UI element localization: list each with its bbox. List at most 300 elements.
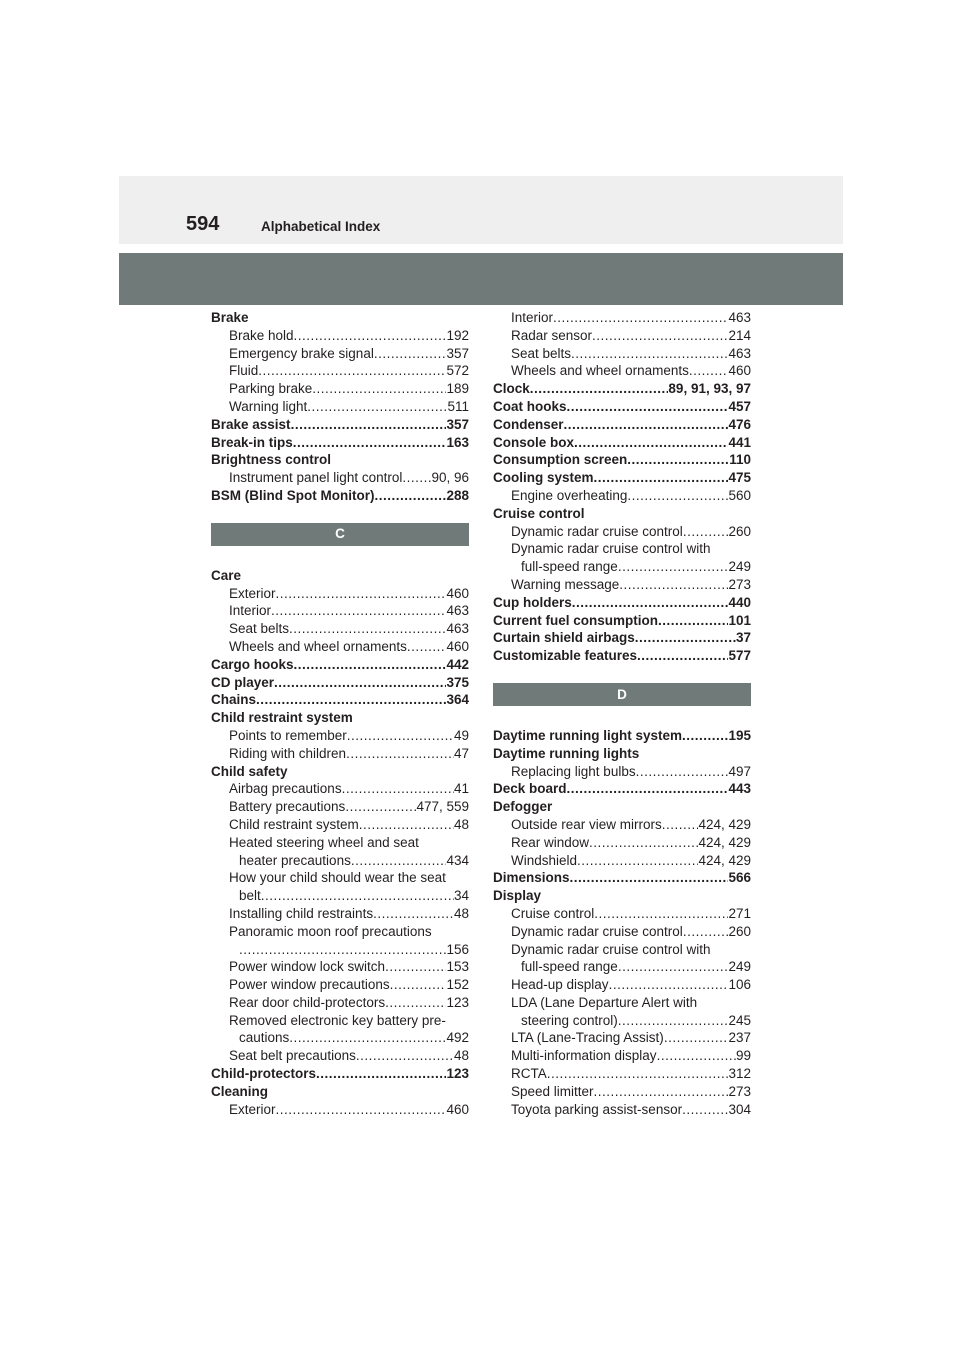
dot-leader [294, 656, 447, 674]
dot-leader [547, 1065, 729, 1083]
index-entry-label: Coat hooks [493, 398, 567, 414]
index-entry-page: 48 [453, 1048, 469, 1064]
index-entry [493, 594, 751, 612]
index-entry-page: 460 [446, 638, 469, 654]
index-entry-page: 577 [728, 648, 751, 664]
dot-leader [572, 594, 729, 612]
index-entry [211, 816, 469, 834]
dot-leader [307, 398, 447, 416]
index-entry [493, 576, 751, 594]
index-entry-label: Exterior [229, 585, 276, 601]
index-entry-label: Head-up display [511, 977, 609, 993]
index-entry [211, 709, 469, 727]
index-entry-label: Wheels and wheel ornaments [229, 638, 407, 654]
dot-leader [567, 398, 729, 416]
index-entry-label: heater precautions [239, 852, 351, 868]
index-entry-label: Curtain shield airbags [493, 630, 635, 646]
index-entry-page: 123 [446, 994, 469, 1010]
dot-leader [289, 620, 446, 638]
index-entry-label: belt [239, 888, 261, 904]
index-entry-label: Parking brake [229, 381, 313, 397]
index-entry [211, 451, 469, 469]
index-entry-page: 245 [728, 1012, 751, 1028]
dot-leader [294, 327, 447, 345]
index-entry-page: 441 [728, 434, 751, 450]
index-entry [211, 309, 469, 327]
dot-leader [274, 674, 446, 692]
index-entry-page: 492 [446, 1030, 469, 1046]
dot-leader [564, 416, 729, 434]
header-dark-band [119, 253, 843, 305]
dot-leader [402, 469, 431, 487]
dot-leader [636, 763, 729, 781]
index-entry-label: Riding with children [229, 745, 347, 761]
index-entry-label: Rear window [511, 834, 590, 850]
index-entry-label: Points to remember [229, 727, 347, 743]
dot-leader [658, 612, 728, 630]
index-entry [493, 309, 751, 327]
index-entry-label: LTA (Lane-Tracing Assist) [511, 1030, 664, 1046]
index-entry-label: CD player [211, 674, 275, 690]
index-entry-page: 288 [446, 487, 469, 503]
index-entry-page: 357 [446, 345, 469, 361]
index-entry-label: Clock [493, 381, 530, 397]
index-entry-label: Dynamic radar cruise control with [511, 941, 711, 957]
index-entry [211, 620, 469, 638]
index-entry [211, 834, 469, 852]
index-entry-label: Panoramic moon roof precautions [229, 923, 432, 939]
index-entry [493, 869, 751, 887]
index-entry [211, 398, 469, 416]
index-entry-page: 460 [446, 1101, 469, 1117]
index-entry-page: 260 [728, 923, 751, 939]
index-entry-label: Condenser [493, 416, 564, 432]
dot-leader [618, 1012, 729, 1030]
index-entry-page: 237 [728, 1030, 751, 1046]
index-entry [211, 798, 469, 816]
index-entry-page: 110 [729, 452, 751, 468]
index-entry-page: 476 [728, 416, 751, 432]
index-entry-label: Current fuel consumption [493, 612, 658, 628]
index-entry-page: 101 [728, 612, 751, 628]
index-entry-page: 375 [446, 674, 469, 690]
index-entry [493, 469, 751, 487]
index-entry [211, 727, 469, 745]
dot-leader [682, 727, 728, 745]
index-entry [493, 629, 751, 647]
index-entry-label: Dynamic radar cruise control with [511, 541, 711, 557]
index-entry-page: 34 [453, 888, 469, 904]
index-entry [211, 362, 469, 380]
index-entry-label: Brightness control [211, 452, 332, 468]
dot-leader [374, 487, 446, 505]
index-entry [211, 1012, 469, 1030]
dot-leader [374, 345, 447, 363]
index-entry-page: 440 [728, 594, 751, 610]
index-entry-label: Interior [229, 603, 272, 619]
index-entry [493, 994, 751, 1012]
dot-leader [256, 691, 446, 709]
index-entry-label: Display [493, 888, 542, 904]
dot-leader [664, 1029, 729, 1047]
index-entry-page: 249 [728, 559, 751, 575]
index-entry-page: 106 [728, 977, 751, 993]
index-entry-label: Child restraint system [229, 816, 359, 832]
index-entry-label: Removed electronic key battery pre- [229, 1012, 446, 1028]
index-entry-label: Child-protectors [211, 1066, 317, 1082]
index-entry-label: Cruise control [511, 905, 595, 921]
index-entry-label: Customizable features [493, 648, 638, 664]
index-entry-label: Break-in tips [211, 434, 293, 450]
dot-leader [276, 1101, 447, 1119]
index-entry-page: 192 [446, 327, 469, 343]
index-entry-label: Instrument panel light control [229, 470, 403, 486]
index-entry-label: BSM (Blind Spot Monitor) [211, 487, 375, 503]
dot-leader [345, 798, 416, 816]
index-entry [211, 487, 469, 505]
index-entry-label: Replacing light bulbs [511, 763, 636, 779]
index-entry-label: Exterior [229, 1101, 276, 1117]
index-entry-label: Outside rear view mirrors [511, 816, 662, 832]
index-entry-label: Child restraint system [211, 710, 353, 726]
index-entry-label: full-speed range [521, 959, 618, 975]
index-entry [211, 745, 469, 763]
index-entry-page: 153 [446, 959, 469, 975]
index-entry-page: 249 [728, 959, 751, 975]
index-entry-page: 47 [453, 745, 469, 761]
index-entry-page: 434 [446, 852, 469, 868]
index-entry [493, 727, 751, 745]
index-entry-page: 37 [735, 630, 751, 646]
index-entry-label: Interior [511, 310, 554, 325]
index-entry [211, 638, 469, 656]
index-entry [493, 1083, 751, 1101]
index-entry-label: Cup holders [493, 594, 572, 610]
index-entry-label: Power window precautions [229, 977, 390, 993]
index-entry-page: 99 [735, 1048, 751, 1064]
index-entry-label: Cleaning [211, 1083, 269, 1099]
index-entry [211, 434, 469, 452]
index-entry [493, 380, 751, 398]
dot-leader [635, 629, 736, 647]
index-entry-page: 273 [728, 1083, 751, 1099]
index-entry [211, 763, 469, 781]
index-entry-label: Dimensions [493, 870, 570, 886]
dot-leader [637, 647, 728, 665]
index-entry-label: Seat belts [229, 621, 290, 637]
index-entry [211, 994, 469, 1012]
index-entry [211, 869, 469, 887]
index-entry-page: 477, 559 [416, 799, 469, 815]
index-column-right [493, 309, 751, 1118]
index-entry [211, 345, 469, 363]
dot-leader [619, 576, 728, 594]
dot-leader [682, 1101, 728, 1119]
index-entry-label: Airbag precautions [229, 781, 342, 797]
index-entry-page: 443 [728, 781, 751, 797]
dot-leader [407, 638, 447, 656]
dot-leader [261, 887, 454, 905]
index-entry [493, 416, 751, 434]
index-entry-label: Care [211, 567, 242, 583]
dot-leader [373, 905, 454, 923]
index-entry-label: Speed limitter [511, 1083, 594, 1099]
index-entry-page: 357 [446, 416, 469, 432]
dot-leader [316, 1065, 446, 1083]
dot-leader [609, 976, 729, 994]
dot-leader [530, 380, 669, 398]
page-number: 594 [186, 213, 220, 235]
index-entry [493, 1047, 751, 1065]
index-entry-label: Daytime running lights [493, 745, 640, 761]
index-entry-page: 463 [446, 603, 469, 619]
index-entry-page: 511 [447, 398, 469, 414]
index-entry [493, 1012, 751, 1030]
index-entry [493, 327, 751, 345]
index-entry [493, 362, 751, 380]
dot-leader [351, 852, 447, 870]
dot-leader [293, 434, 447, 452]
dot-leader [570, 869, 729, 887]
index-entry [211, 567, 469, 585]
index-column-left [211, 309, 469, 1118]
index-entry-page: 312 [728, 1066, 751, 1082]
index-entry-page: 156 [446, 941, 469, 957]
index-entry [493, 523, 751, 541]
index-entry [211, 976, 469, 994]
index-entry-label: Defogger [493, 799, 553, 815]
index-entry-label: Installing child restraints [229, 905, 374, 921]
index-entry [211, 780, 469, 798]
section-title: Alphabetical Index [261, 219, 381, 234]
dot-leader [258, 362, 446, 380]
index-entry-page: 89, 91, 93, 97 [668, 381, 751, 397]
index-entry [211, 923, 469, 941]
index-entry-label: Radar sensor [511, 327, 593, 343]
index-entry-page: 260 [728, 523, 751, 539]
index-entry-label: Toyota parking assist-sensor [511, 1101, 683, 1117]
index-entry [211, 691, 469, 709]
index-entry [211, 656, 469, 674]
index-entry [493, 780, 751, 798]
index-entry [493, 398, 751, 416]
dot-leader [689, 362, 729, 380]
index-entry-page: 463 [728, 345, 751, 361]
index-entry-label: Seat belts [511, 345, 572, 361]
index-entry-page: 195 [728, 727, 751, 743]
index-entry [493, 816, 751, 834]
index-entry-label: Dynamic radar cruise control [511, 923, 683, 939]
index-entry [211, 1047, 469, 1065]
index-entry [211, 1065, 469, 1083]
index-entry [493, 887, 751, 905]
index-entry-page: 497 [728, 763, 751, 779]
index-entry-page: 214 [728, 327, 751, 343]
index-entry-label: Heated steering wheel and seat [229, 834, 419, 850]
index-entry-page: 163 [446, 434, 469, 450]
index-entry [493, 941, 751, 959]
index-entry-label: Emergency brake signal [229, 345, 374, 361]
index-entry-label: Consumption screen [493, 452, 628, 468]
index-entry-page: 189 [446, 381, 469, 397]
index-entry-label: Cooling system [493, 470, 594, 486]
dot-leader [289, 1029, 446, 1047]
dot-leader [574, 434, 728, 452]
index-entry-page: 560 [728, 487, 751, 503]
index-entry [493, 505, 751, 523]
index-entry-page: 463 [728, 310, 751, 325]
index-entry-label: Brake [211, 310, 249, 325]
index-entry [211, 585, 469, 603]
index-entry-page: 152 [446, 977, 469, 993]
index-entry-label: Power window lock switch [229, 959, 386, 975]
index-entry [211, 469, 469, 487]
index-entry [493, 451, 751, 469]
index-entry [493, 1065, 751, 1083]
dot-leader [312, 380, 446, 398]
index-entry [493, 763, 751, 781]
dot-leader [390, 976, 447, 994]
dot-leader [553, 309, 728, 327]
index-entry [493, 558, 751, 576]
index-entry-label: Dynamic radar cruise control [511, 523, 683, 539]
dot-leader [347, 727, 454, 745]
index-entry-label: Daytime running light system [493, 727, 683, 743]
index-entry-label: Fluid [229, 363, 259, 379]
dot-leader [276, 585, 447, 603]
index-entry-label: steering control) [521, 1012, 618, 1028]
letter-heading-c: C [211, 523, 469, 546]
dot-leader [662, 816, 699, 834]
index-entry-page: 460 [728, 363, 751, 379]
index-entry-page: 273 [728, 576, 751, 592]
dot-leader [291, 416, 447, 434]
index-entry-label: Deck board [493, 781, 567, 797]
index-entry-page: 424, 429 [698, 852, 751, 868]
index-entry-label: Brake assist [211, 416, 291, 432]
dot-leader [342, 780, 454, 798]
dot-leader [385, 958, 446, 976]
index-entry [211, 941, 469, 959]
index-entry [211, 674, 469, 692]
index-entry [493, 1101, 751, 1119]
index-group [493, 727, 751, 1119]
index-entry-label: RCTA [511, 1066, 547, 1082]
index-entry [493, 647, 751, 665]
index-entry-page: 460 [446, 585, 469, 601]
dot-leader [356, 1047, 454, 1065]
index-entry [211, 905, 469, 923]
index-entry [493, 852, 751, 870]
index-entry-page: 41 [453, 781, 469, 797]
index-entry-page: 90, 96 [431, 470, 469, 486]
index-entry [211, 1083, 469, 1101]
index-entry [211, 416, 469, 434]
index-entry [211, 602, 469, 620]
dot-leader [271, 602, 446, 620]
index-entry-page: 48 [453, 905, 469, 921]
index-entry-page: 364 [446, 692, 469, 708]
index-entry [493, 745, 751, 763]
index-entry [493, 905, 751, 923]
dot-leader [359, 816, 454, 834]
index-entry [493, 487, 751, 505]
dot-leader [594, 1083, 729, 1101]
index-entry [493, 923, 751, 941]
index-entry [211, 852, 469, 870]
index-entry [493, 976, 751, 994]
dot-leader [239, 941, 446, 959]
index-entry-label: Cargo hooks [211, 656, 294, 672]
dot-leader [577, 852, 698, 870]
index-entry [493, 540, 751, 558]
index-entry-label: Chains [211, 692, 257, 708]
index-entry-page: 572 [446, 363, 469, 379]
index-entry [493, 434, 751, 452]
index-entry-label: Multi-information display [511, 1048, 657, 1064]
index-group [211, 309, 469, 505]
index-entry [211, 958, 469, 976]
index-entry [493, 798, 751, 816]
index-entry-label: Rear door child-protectors [229, 994, 386, 1010]
index-group [493, 309, 751, 665]
index-entry [493, 958, 751, 976]
index-entry-label: Cruise control [493, 505, 585, 521]
dot-leader [683, 923, 729, 941]
index-entry-label: Child safety [211, 763, 288, 779]
dot-leader [571, 345, 728, 363]
dot-leader [627, 487, 728, 505]
index-entry-label: Brake hold [229, 327, 294, 343]
index-entry-label: Wheels and wheel ornaments [511, 363, 689, 379]
index-entry [211, 380, 469, 398]
index-group [211, 567, 469, 1119]
index-entry [211, 1101, 469, 1119]
index-entry-page: 475 [728, 470, 751, 486]
index-entry-label: LDA (Lane Departure Alert with [511, 994, 698, 1010]
index-entry-page: 442 [446, 656, 469, 672]
dot-leader [618, 558, 729, 576]
dot-leader [589, 834, 698, 852]
dot-leader [385, 994, 446, 1012]
index-entry-page: 424, 429 [698, 816, 751, 832]
index-entry-label: Engine overheating [511, 487, 628, 503]
index-entry-label: Seat belt precautions [229, 1048, 356, 1064]
index-entry-label: Warning message [511, 576, 620, 592]
index-entry-page: 123 [446, 1066, 469, 1082]
index-entry-page: 424, 429 [698, 834, 751, 850]
dot-leader [657, 1047, 736, 1065]
index-entry-label: Console box [493, 434, 575, 450]
dot-leader [594, 469, 729, 487]
index-entry [493, 612, 751, 630]
index-entry [493, 345, 751, 363]
index-entry [211, 887, 469, 905]
index-entry-page: 271 [728, 905, 751, 921]
dot-leader [346, 745, 454, 763]
dot-leader [567, 780, 729, 798]
index-entry-page: 304 [728, 1101, 751, 1117]
index-entry-page: 457 [728, 398, 751, 414]
index-entry-label: full-speed range [521, 559, 618, 575]
index-entry-page: 48 [453, 816, 469, 832]
letter-heading-d: D [493, 683, 751, 706]
index-entry-page: 49 [453, 727, 469, 743]
index-entry-label: Warning light [229, 398, 308, 414]
index-entry-label: cautions [239, 1030, 290, 1046]
index-entry-label: Windshield [511, 852, 578, 868]
index-entry-label: How your child should wear the seat [229, 870, 446, 886]
